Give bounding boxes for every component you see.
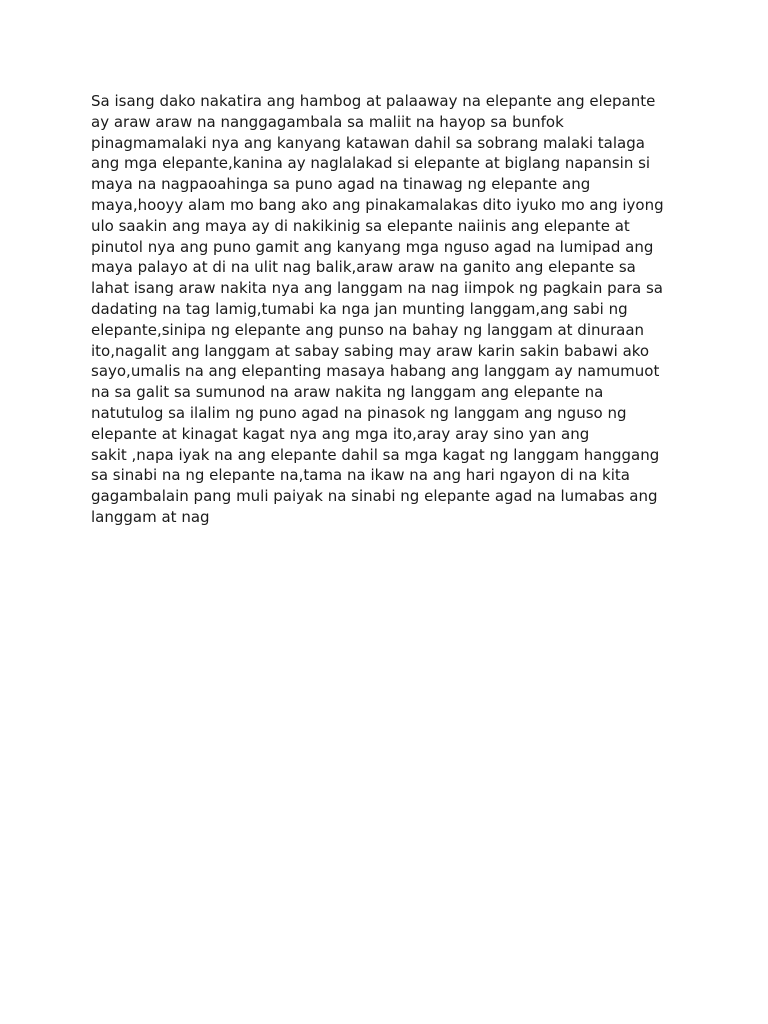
text-line: maya palayo at di na ulit nag balik,araw araw na ganito ang elepante sa xyxy=(91,258,636,277)
text-line: lahat isang araw nakita nya ang langgam na nag iimpok ng pagkain para sa xyxy=(91,279,663,298)
text-line: ulo saakin ang maya ay di nakikinig sa elepante naiinis ang elepante at xyxy=(91,216,630,235)
text-line: sayo,umalis na ang elepanting masaya habang ang langgam ay namumuot xyxy=(91,362,660,381)
text-line: ito,nagalit ang langgam at sabay sabing may araw karin sakin babawi ako xyxy=(91,341,650,360)
text-line: na sa galit sa sumunod na araw nakita ng langgam ang elepante na xyxy=(91,383,604,402)
text-line: sakit ,napa iyak na ang elepante dahil sa mga kagat ng langgam hanggang xyxy=(91,445,660,464)
text-line: gagambalain pang muli paiyak na sinabi ng elepante agad na lumabas ang xyxy=(91,487,658,506)
text-line: sa sinabi na ng elepante na,tama na ikaw na ang hari ngayon di na kita xyxy=(91,466,630,485)
text-line: pinagmamalaki nya ang kanyang katawan dahil sa sobrang malaki talaga xyxy=(91,133,645,152)
text-line: ay araw araw na nanggagambala sa maliit na hayop sa bunfok xyxy=(91,112,564,131)
text-line: elepante,sinipa ng elepante ang punso na bahay ng langgam at dinuraan xyxy=(91,320,645,339)
text-line: ang mga elepante,kanina ay naglalakad si elepante at biglang napansin si xyxy=(91,154,651,173)
story-paragraph xyxy=(91,91,691,528)
text-line: Sa isang dako nakatira ang hambog at palaaway na elepante ang elepante xyxy=(91,92,656,110)
text-line: natutulog sa ilalim ng puno agad na pinasok ng langgam ang nguso ng xyxy=(91,403,627,422)
text-line: langgam at nag xyxy=(91,507,210,526)
text-line: dadating na tag lamig,tumabi ka nga jan munting langgam,ang sabi ng xyxy=(91,299,628,318)
text-line: elepante at kinagat kagat nya ang mga ito,aray aray sino yan ang xyxy=(91,424,590,443)
text-line: maya,hooyy alam mo bang ako ang pinakamalakas dito iyuko mo ang iyong xyxy=(91,195,664,214)
text-line: pinutol nya ang puno gamit ang kanyang mga nguso agad na lumipad ang xyxy=(91,237,654,256)
text-line: maya na nagpaoahinga sa puno agad na tinawag ng elepante ang xyxy=(91,175,591,194)
